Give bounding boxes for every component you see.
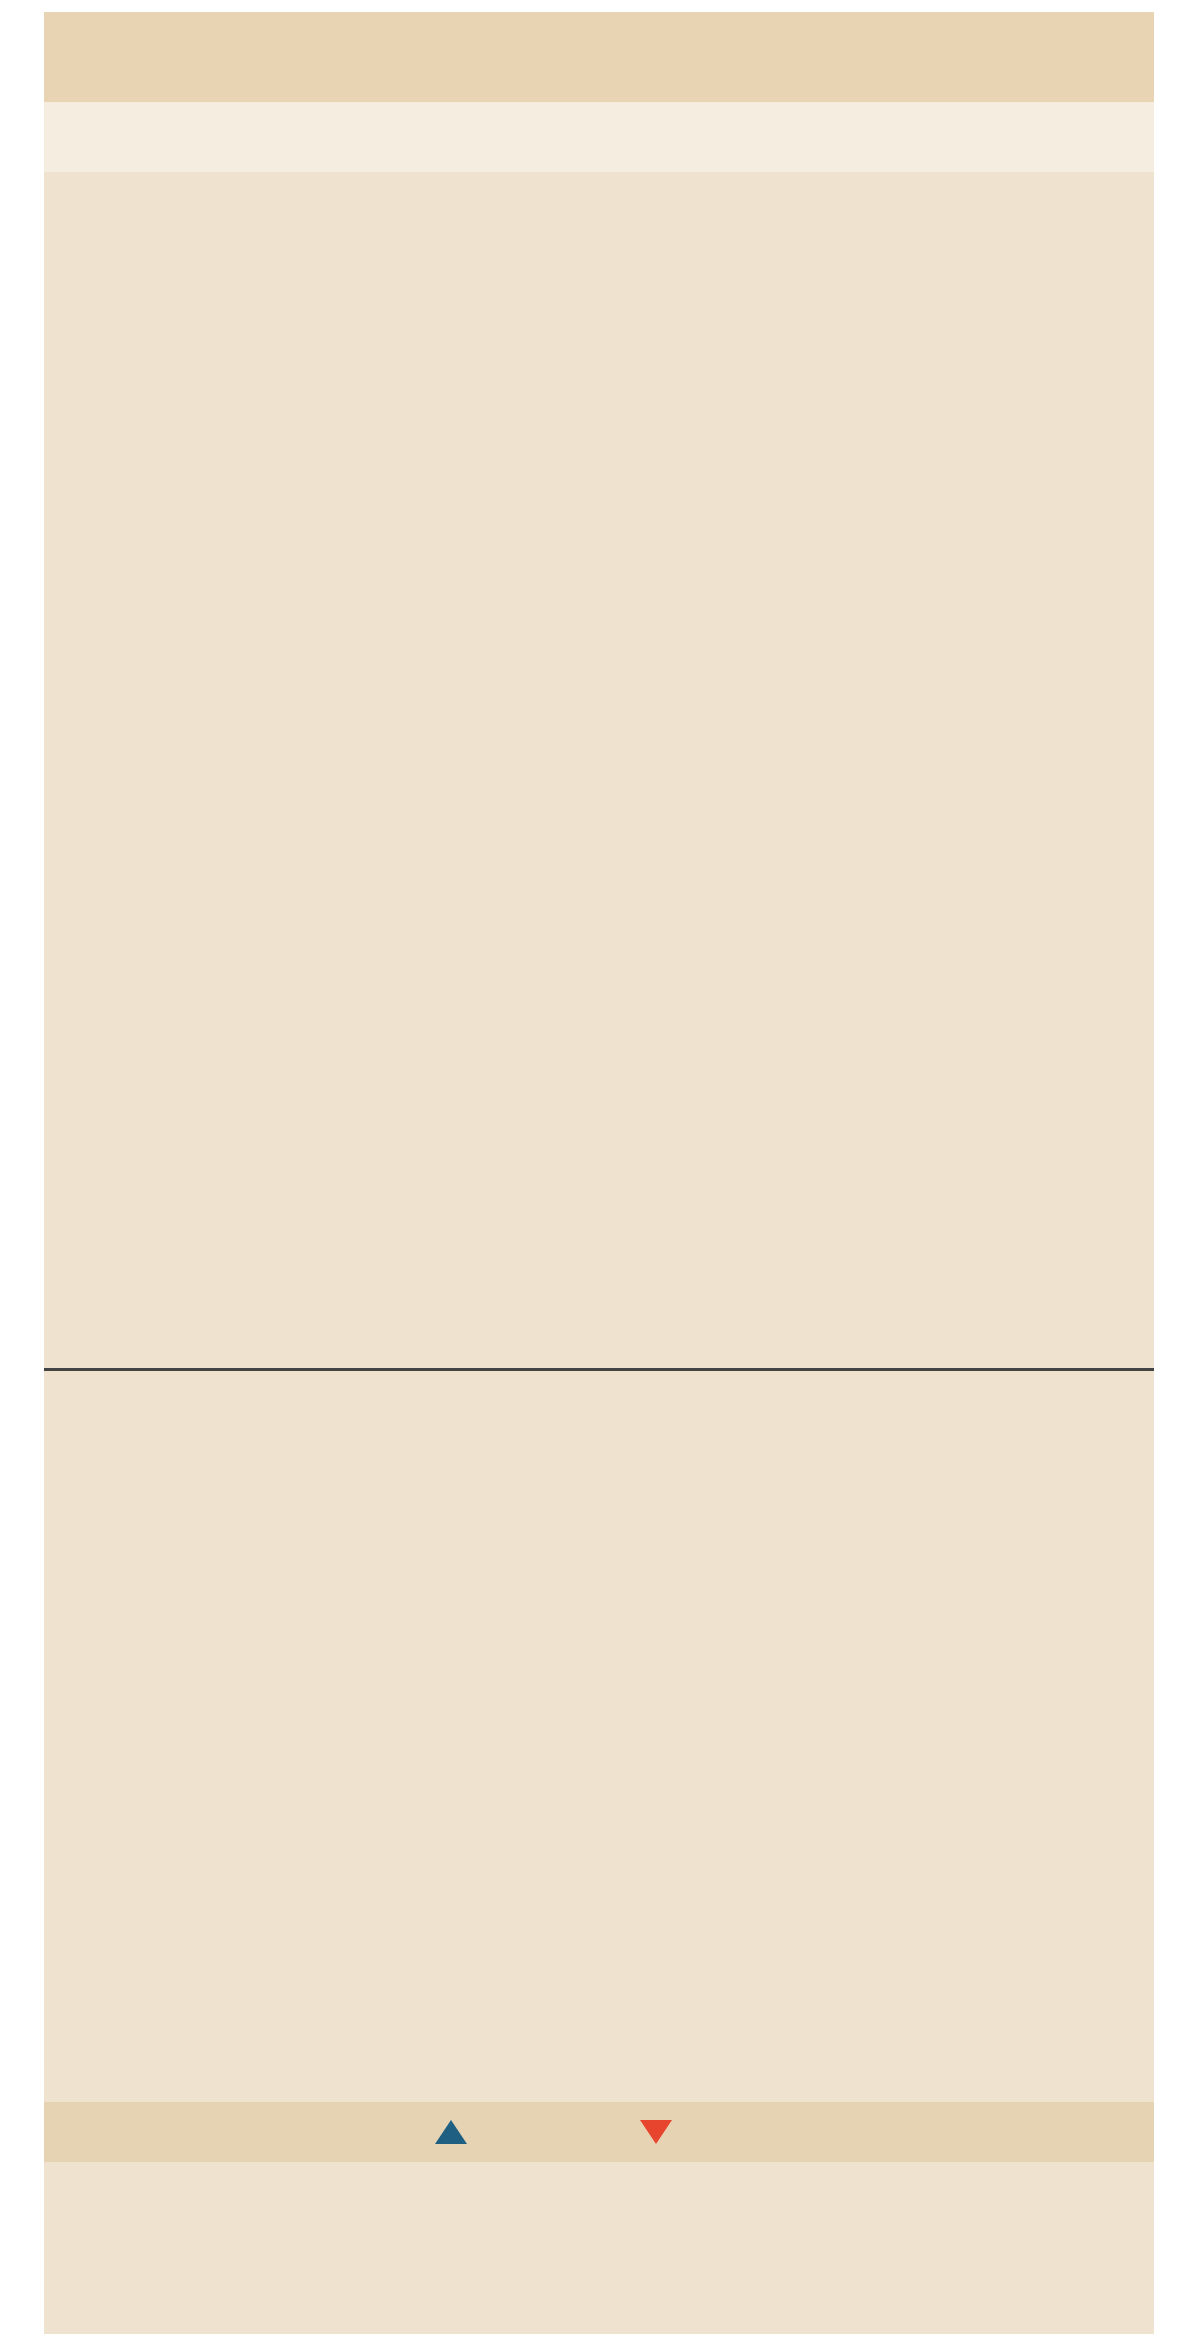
legend-down (639, 2102, 689, 2162)
section-divider (44, 1368, 1154, 1371)
group-subtitle (44, 102, 1154, 172)
triangle-up-icon (434, 2119, 468, 2145)
triangle-down-icon (639, 2119, 673, 2145)
title-band (44, 12, 1154, 102)
legend (44, 2102, 1154, 2162)
rating-sheet (44, 12, 1154, 2334)
legend-up (434, 2102, 484, 2162)
